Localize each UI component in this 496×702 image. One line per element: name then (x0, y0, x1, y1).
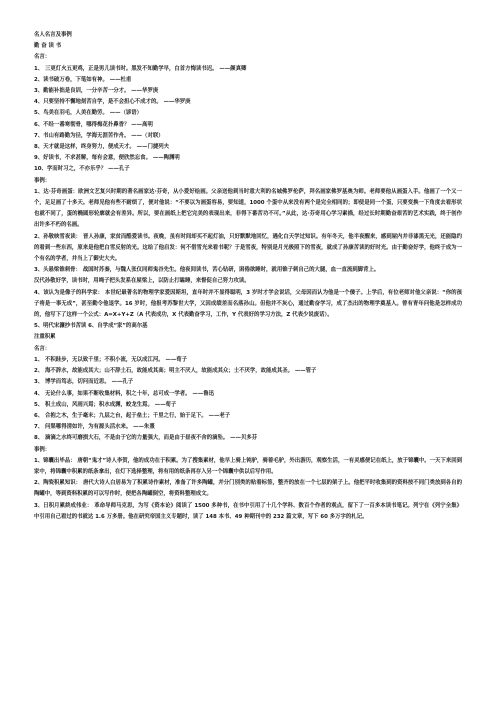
topic2-heading: 注重积累 (34, 334, 56, 341)
quote-line: 9、好读书，不求甚解，每有会意，便欣然忘食。 ——陶渊明 (34, 155, 180, 162)
quote-line: 1、 三更灯火五更鸡，正是男儿读书时。黑发不知勤学早，白首方悔读书迟。 ——颜真卿 (34, 65, 247, 72)
quote-line: 6、不经一番寒彻骨，哪得梅花扑鼻香？ ——高明 (34, 121, 153, 128)
example-paragraph: 1、锦囊出毕品： 唐朝“鬼才”诗人李贺，他的成功在于积累。为了搜集素材，他早上骑上钝驴，骑着毛驴，外出游历，观察生活，一有灵感便记在纸上，放于锦囊中。一天下来回到家中，将锦囊中积累的纸条拿出，在灯下选择整理，将有用的纸条再存入另一个锦囊中供以后写作用。 (34, 457, 462, 475)
quote-line: 5、鸟美在羽毛，人美在勤劳。 ——（谚语） (34, 110, 143, 117)
example-paragraph: 4、该认为是像子的科学家： 本世纪最著名的物理学家爱因斯坦，直年时并不显得聪明，3 岁时才学会说话，父母因而认为他是一个傻子。上学后，有位老师对他父亲说：“你的孩子将是一事无成”，甚至勤令他退学。16 岁时，他报考苏黎世大学，又因成绩差而名落孙山。但他并不灰心，通过勤奋学习，成了杰出的物理学奠基人。曾有青年问他是怎样成功的，他写下了这样一个公式：A=X+Y+Z（A 代表成功，X 代表勤奋学习，工作，Y 代表好的学习方法，Z 代表少说废话）。 (34, 289, 462, 319)
topic1-examples (34, 187, 462, 333)
quote-line: 2、 海不辞水，故能成其大；山不辞土石，故能成其高；明主不厌人，故能成其众；士不厌学，故能成其圣。 ——管子 (34, 368, 317, 375)
quote-line: 8、天才就是这样，终身努力，便成天才。 ——门捷列夫 (34, 144, 170, 151)
example-line: 5、明代宋濂抄书苦读 6、自学成“家”的高尔基 (34, 323, 148, 330)
quote-line: 3、 博学而笃志，切问而近思。 ——孔子 (34, 379, 134, 386)
quote-line: 5、 积土成山，风雨兴焉；积水成渊，蛟龙生焉。 ——荀子 (34, 401, 177, 408)
example-paragraph: 1、达·芬奇画蛋：欧洲文艺复兴时期的著名画家达·芬奇，从小爱好绘画。父亲送他到当时意大利的名城佛罗伦萨，拜名画家佛罗基奥为师。老师要他从画蛋入手。他画了一个又一个，足足画了十多天。老师见他有些不耐烦了，便对他说：“不要以为画蛋容易，要知道，1000 个蛋中从来没有两个是完全相同的；即使是同一个蛋，只要变换一下角度去看形状也就不同了，蛋的椭圆形轮廓就会有差异。所以，要在画纸上把它完美的表现出来，非得下番苦功不可。”从此，达·芬奇用心学习素描，经过长时期勤奋艰苦的艺术实践，终于创作出许多不朽的名画。 (34, 188, 462, 229)
topic2-examples-label: 事例： (34, 446, 51, 453)
quote-line: 7、书山有路勤为径，学海无涯苦作舟。 ——（对联） (34, 132, 164, 139)
topic2-quotes-label: 名言： (34, 345, 51, 352)
quote-line: 8、 滴滴之水终可磨损大石，不是由于它的力量强大，而是由于昼夜不舍的滴坠。 ——贝多芬 (34, 435, 258, 442)
quote-line: 3、勤能补拙是良训，一分辛苦一分才。 ——华罗庚 (34, 88, 159, 95)
quote-line: 6、 合抱之木，生于毫末；九层之台，起于垒土；千里之行，始于足下。 ——老子 (34, 412, 231, 419)
example-paragraph: 3、日积月累終成伟业： 革命导师马克思，为写《资本论》阅读了 1500 多种书，在书中引用了十几个学科、数百个作者的观点，留下了一百多本读书笔记。列宁在《列宁全集》中引用自己看过的书就达 1.6 万多册。他在研究帝国主义专题时，读了 148 本书、49 种期刊中的 232 篇文章，写下 60 多万字的札记。 (34, 502, 462, 520)
topic1-quotes (34, 64, 462, 176)
quote-line: 4、只要坚持不懈地刻苦自学，是不会担心不成才的。 ——华罗庚 (34, 99, 191, 106)
document-title: 名人名言及事例 (34, 32, 72, 38)
topic1-heading: 勤 奋 读 书 (34, 43, 62, 50)
example-paragraph: 汉代孙敬好学，读书时，用绳子把头发系在屋梁上，以防止打瞌睡，来督促自己努力攻读。 (34, 278, 250, 285)
example-paragraph: 2、陶瓷积累知识： 唐代大诗人白居易为了积累诗作素材，准备了许多陶罐，并分门别类的贴着标签，整齐的放在一个七层的架子上。他把平时收集到的资料按不同门类放到各自的陶罐中，等到资料积累的可以写作时，便把各陶罐倒空，将资料整理成文。 (34, 480, 462, 498)
topic1-quotes-label: 名言： (34, 54, 51, 61)
example-paragraph: 2、孙敬映雪夜读： 晋人孙康，家贫而酷爱读书。夜晚，虽有时间却买不起灯油，只好默默地回忆，遇化白天学过知识。有年冬天，他半夜醒来，感到屋内并非漆黑无光，还能隐约的看到一些东西，原来是他把白雪反射的光。这给了他启发：何不借雪光来看书呢？于是雪夜，特别是月光极照下的雪夜，就成了孙康苦读的好时光。由于勤奋好学，他终于成为一个有名的学者，并当上了御史大夫。 (34, 233, 462, 263)
quote-line: 7、 问渠哪得清如许，为有源头活水来。 ——朱熹 (34, 424, 155, 431)
quote-line: 1、 不积跬步，无以致千里；不积小流，无以成江河。 ——荀子 (34, 356, 188, 363)
topic1-examples-label: 事例： (34, 177, 51, 184)
quote-line: 10、学而时习之，不亦乐乎？ ——孔子 (34, 166, 130, 173)
example-paragraph: 3、头悬梁锥刺骨： 战国时苏秦，与魏人张仪同师鬼谷先生。他夜间读书，苦心钻研，困倦欲睡时，就用锥子刺自己的大腿，血一直流到脚背上。 (34, 267, 380, 274)
topic2-quotes (34, 355, 462, 445)
quote-line: 2、读书破万卷，下笔如有神。 ——杜甫 (34, 76, 132, 83)
topic2-examples (34, 456, 462, 523)
quote-line: 4、 无论什么事，如果不断收集材料，积之十年，总可成一学者。 ——鲁迅 (34, 390, 215, 397)
